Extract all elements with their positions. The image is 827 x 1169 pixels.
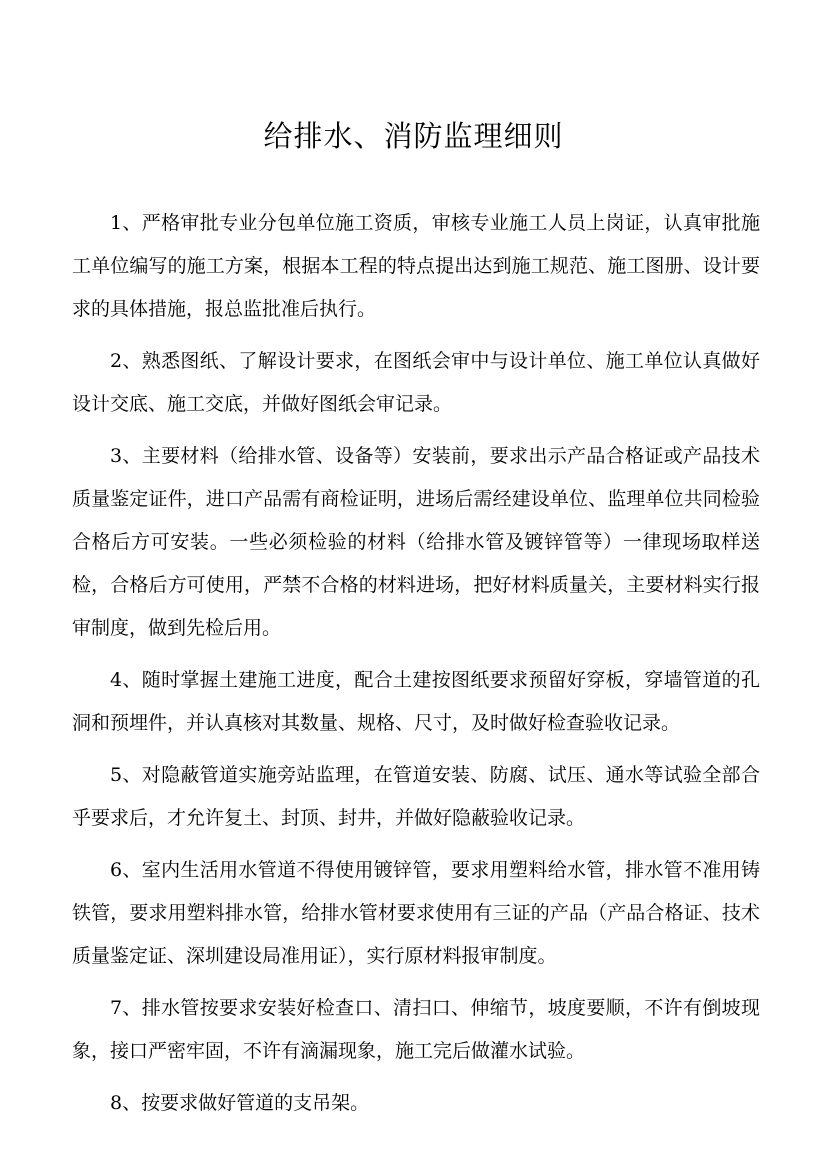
paragraph-5: 5、对隐蔽管道实施旁站监理，在管道安装、防腐、试压、通水等试验全部合乎要求后，才允许复土、封顶、封井，并做好隐蔽验收记录。 (72, 764, 760, 829)
paragraph-3: 3、主要材料（给排水管、设备等）安装前，要求出示产品合格证或产品技术质量鉴定证件，进口产品需有商检证明，进场后需经建设单位、监理单位共同检验合格后方可安装。一些必须检验的材料（给排水管及镀锌管等）一律现场取样送检，合格后方可使用，严禁不合格的材料进场，把好材料质量关，主要材料实行报审制度，做到先检后用。 (72, 445, 760, 639)
paragraph-2: 2、熟悉图纸、了解设计要求，在图纸会审中与设计单位、施工单位认真做好设计交底、施工交底，并做好图纸会审记录。 (72, 350, 760, 415)
paragraph-7: 7、排水管按要求安装好检查口、清扫口、伸缩节，坡度要顺，不许有倒坡现象，接口严密牢固，不许有滴漏现象，施工完后做灌水试验。 (72, 997, 760, 1062)
paragraph-1: 1、严格审批专业分包单位施工资质，审核专业施工人员上岗证，认真审批施工单位编写的施工方案，根据本工程的特点提出达到施工规范、施工图册、设计要求的具体措施，报总监批准后执行。 (72, 212, 760, 320)
paragraph-8: 8、按要求做好管道的支吊架。 (110, 1092, 370, 1114)
paragraph-6: 6、室内生活用水管道不得使用镀锌管，要求用塑料给水管，排水管不准用铸铁管，要求用塑料排水管，给排水管材要求使用有三证的产品（产品合格证、技术质量鉴定证、深圳建设局准用证），实行原材料报审制度。 (72, 859, 760, 967)
document-body (72, 202, 760, 1134)
document-title: 给排水、消防监理细则 (263, 119, 564, 153)
paragraph-4: 4、随时掌握土建施工进度，配合土建按图纸要求预留好穿板，穿墙管道的孔洞和预埋件，并认真核对其数量、规格、尺寸，及时做好检查验收记录。 (72, 669, 760, 734)
